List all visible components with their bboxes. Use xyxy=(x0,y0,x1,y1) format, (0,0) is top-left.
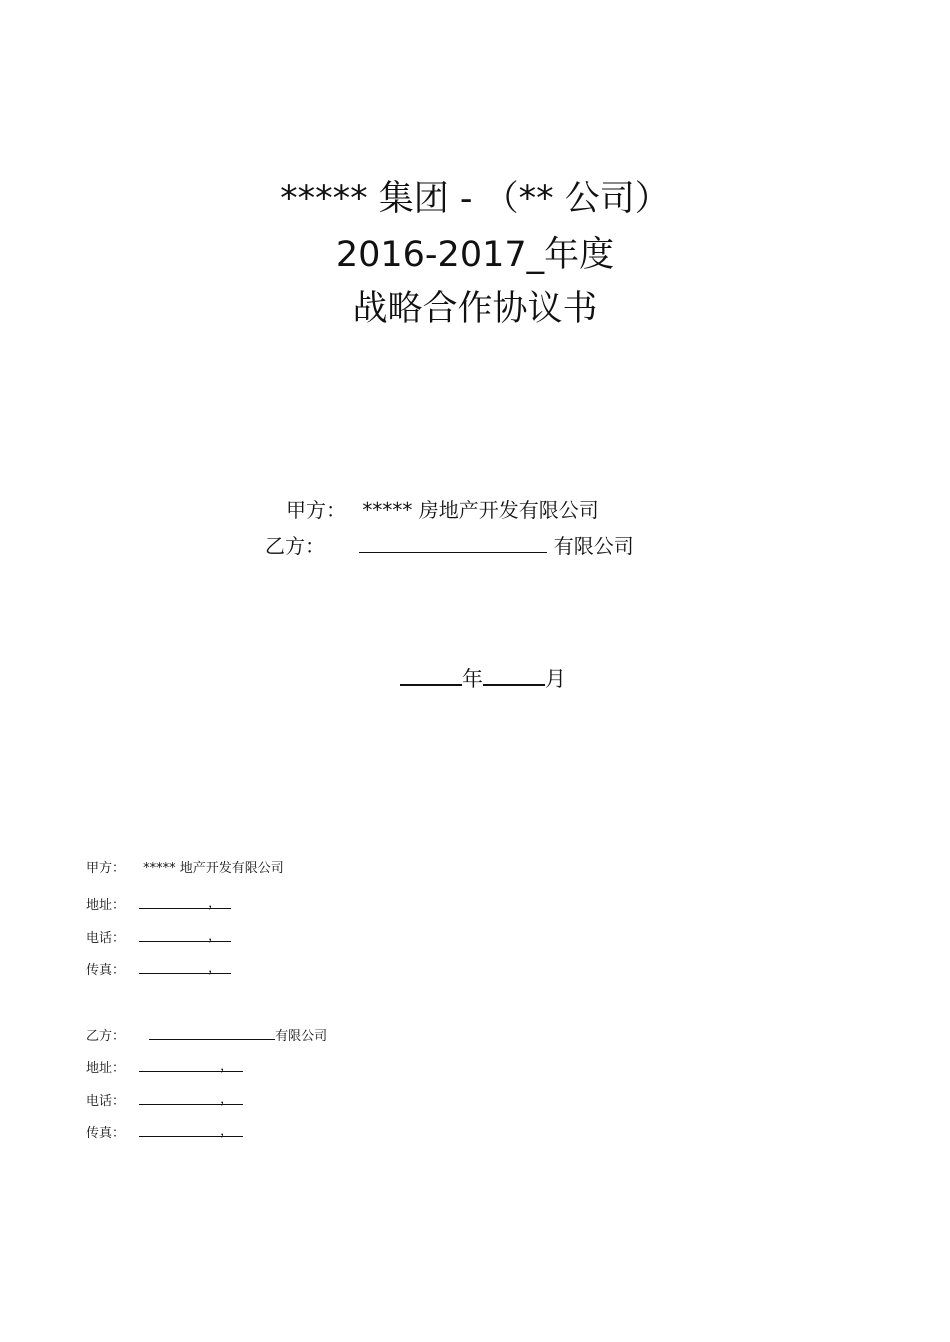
party-a-label: 甲方： xyxy=(286,498,346,522)
party-b-label: 乙方： xyxy=(265,534,325,558)
contact-b-label: 乙方： xyxy=(86,1029,126,1044)
party-b-line xyxy=(265,534,634,556)
title-line-1: ***** 集团 - （** 公司） xyxy=(280,179,670,219)
title-line-2: 2016-2017_年度 xyxy=(335,235,615,275)
contact-a-name: ***** 地产开发有限公司 xyxy=(143,861,284,876)
contact-a-address-label: 地址： xyxy=(86,898,126,913)
contact-a-party xyxy=(86,862,284,875)
separator: ， xyxy=(220,1124,234,1139)
party-b-suffix: 有限公司 xyxy=(553,534,634,558)
year-blank[interactable] xyxy=(400,666,462,686)
party-b-name-blank[interactable] xyxy=(359,534,547,553)
contact-b-address-blank[interactable] xyxy=(139,1059,243,1072)
contact-a-address-blank[interactable] xyxy=(139,896,231,909)
separator: ， xyxy=(220,1059,234,1074)
party-a-name: ***** 房地产开发有限公司 xyxy=(362,498,599,522)
contact-a-address xyxy=(86,896,231,912)
contact-a-label: 甲方： xyxy=(86,861,126,876)
separator: ， xyxy=(208,929,222,944)
contact-b-name-blank[interactable] xyxy=(149,1027,275,1040)
contact-b-fax-blank[interactable] xyxy=(139,1124,243,1137)
contact-b-name-suffix: 有限公司 xyxy=(275,1029,328,1044)
contact-b-fax xyxy=(86,1124,243,1140)
contact-b-fax-label: 传真： xyxy=(86,1126,126,1141)
month-blank[interactable] xyxy=(483,666,545,686)
contact-a-phone-blank[interactable] xyxy=(139,929,231,942)
contact-a-fax xyxy=(86,961,231,977)
party-a-line xyxy=(286,500,599,520)
title-line-3: 战略合作协议书 xyxy=(352,289,598,329)
separator: ， xyxy=(220,1092,234,1107)
contact-b-address-label: 地址： xyxy=(86,1061,126,1076)
contact-a-fax-label: 传真： xyxy=(86,963,126,978)
contact-b-party xyxy=(86,1027,327,1043)
contact-b-phone-blank[interactable] xyxy=(139,1092,243,1105)
date-line xyxy=(400,666,566,690)
year-char: 年 xyxy=(462,667,483,691)
separator: ， xyxy=(208,896,222,911)
contact-b-address xyxy=(86,1059,243,1075)
contact-a-phone-label: 电话： xyxy=(86,931,126,946)
contact-a-fax-blank[interactable] xyxy=(139,961,231,974)
contact-a-phone xyxy=(86,929,231,945)
contact-b-phone xyxy=(86,1092,243,1108)
contact-b-phone-label: 电话： xyxy=(86,1094,126,1109)
month-char: 月 xyxy=(545,667,566,691)
separator: ， xyxy=(208,961,222,976)
